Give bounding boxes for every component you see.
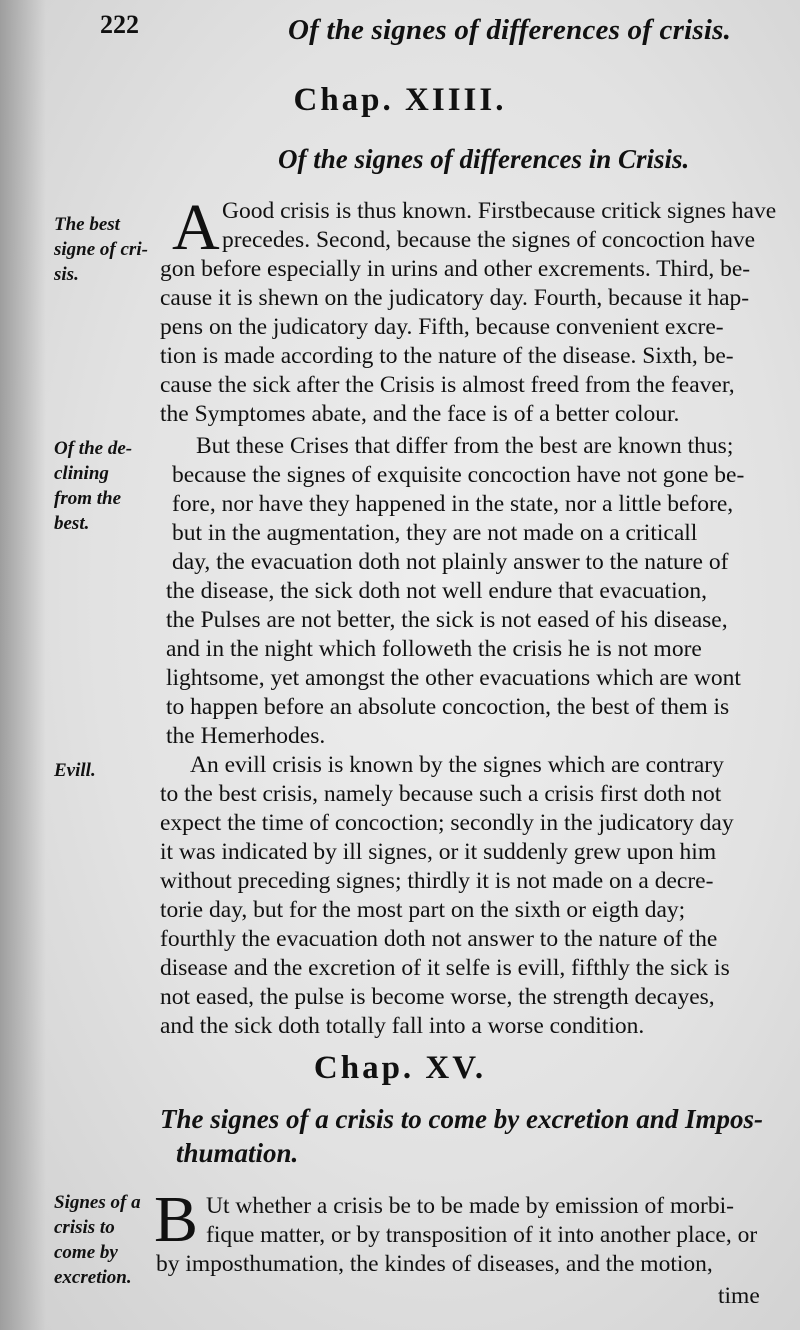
text-line: the disease, the sick doth not well endure that evacuation, <box>166 578 707 604</box>
text-line: by imposthumation, the kindes of diseases, and the motion, <box>156 1251 713 1277</box>
text-line: fore, nor have they happened in the state, nor a little before, <box>172 491 734 517</box>
margin-note-line: come by <box>54 1242 118 1263</box>
text-line: gon before especially in urins and other excrements. Third, be- <box>160 256 751 282</box>
margin-note-best-sign <box>54 212 154 287</box>
text-line: and the sick doth totally fall into a worse condition. <box>160 1013 645 1039</box>
text-line: fourthly the evacuation doth not answer to the nature of the <box>160 926 718 952</box>
margin-note-line: crisis to <box>54 1217 115 1238</box>
margin-note-line: sis. <box>54 264 79 285</box>
text-line: tion is made according to the nature of the disease. Sixth, be- <box>160 343 734 369</box>
text-line: lightsome, yet amongst the other evacuations which are wont <box>166 665 741 691</box>
text-line: it was indicated by ill signes, or it suddenly grew upon him <box>160 839 717 865</box>
margin-note-line: excretion. <box>54 1267 132 1288</box>
margin-note-line: Of the de- <box>54 438 133 459</box>
text-line: cause it is shewn on the judicatory day. Fourth, because it hap- <box>160 285 750 311</box>
text-line: An evill crisis is known by the signes which are contrary <box>190 752 724 778</box>
margin-note-line: The best <box>54 214 120 235</box>
margin-note-line: Signes of a <box>54 1192 141 1213</box>
text-line: the Symptomes abate, and the face is of a better colour. <box>160 401 680 427</box>
margin-note-declining <box>54 436 154 536</box>
text-line: precedes. Second, because the signes of concoction have <box>222 227 756 253</box>
margin-note-evil <box>54 758 154 783</box>
text-line: without preceding signes; thirdly it is not made on a decre- <box>160 868 714 894</box>
text-line: to the best crisis, namely because such a crisis first doth not <box>160 781 722 807</box>
text-line: the Hemerhodes. <box>166 723 326 749</box>
drop-cap: A <box>172 191 220 264</box>
margin-note-excretion <box>54 1190 154 1290</box>
text-line: torie day, but for the most part on the sixth or eigth day; <box>160 897 686 923</box>
chapter-title-line: thumation. <box>176 1138 299 1168</box>
page-header <box>0 6 800 56</box>
margin-note-line: clining <box>54 463 109 484</box>
text-line: but in the augmentation, they are not made on a criticall <box>172 520 698 546</box>
text-line: because the signes of exquisite concoction have not gone be- <box>172 462 745 488</box>
text-line: Good crisis is thus known. Firstbecause critick signes have <box>222 198 777 224</box>
running-title: Of the signes of differences of crisis. <box>288 14 732 46</box>
margin-note-line: Evill. <box>54 760 96 781</box>
text-line: disease and the excretion of it selfe is evill, fifthly the sick is <box>160 955 730 981</box>
chapter-title: Of the signes of differences in Crisis. <box>278 144 690 174</box>
text-line: not eased, the pulse is become worse, the strength decayes, <box>160 984 715 1010</box>
chapter-title-line: The signes of a crisis to come by excretion and Impos- <box>160 1104 763 1134</box>
text-line: day, the evacuation doth not plainly answer to the nature of <box>172 549 729 575</box>
text-line: expect the time of concoction; secondly in the judicatory day <box>160 810 734 836</box>
text-line: to happen before an absolute concoction, the best of them is <box>166 694 730 720</box>
text-line: cause the sick after the Crisis is almost freed from the feaver, <box>160 372 735 398</box>
drop-cap: B <box>154 1183 199 1256</box>
text-line: fique matter, or by transposition of it into another place, or <box>206 1222 758 1248</box>
text-line: pens on the judicatory day. Fifth, because convenient excre- <box>160 314 724 340</box>
text-line: and in the night which followeth the crisis he is not more <box>166 636 702 662</box>
margin-note-line: from the <box>54 488 122 509</box>
chapter-heading: Chap. XV. <box>313 1050 487 1086</box>
margin-note-line: best. <box>54 513 90 534</box>
text-line: But these Crises that differ from the best are known thus; <box>196 433 734 459</box>
chapter-heading: Chap. XIIII. <box>293 82 507 118</box>
margin-note-line: signe of cri- <box>54 239 148 260</box>
text-line: the Pulses are not better, the sick is not eased of his disease, <box>166 607 728 633</box>
page-number: 222 <box>100 10 139 39</box>
text-line: Ut whether a crisis be to be made by emission of morbi- <box>206 1193 734 1219</box>
catchword: time <box>718 1283 760 1309</box>
